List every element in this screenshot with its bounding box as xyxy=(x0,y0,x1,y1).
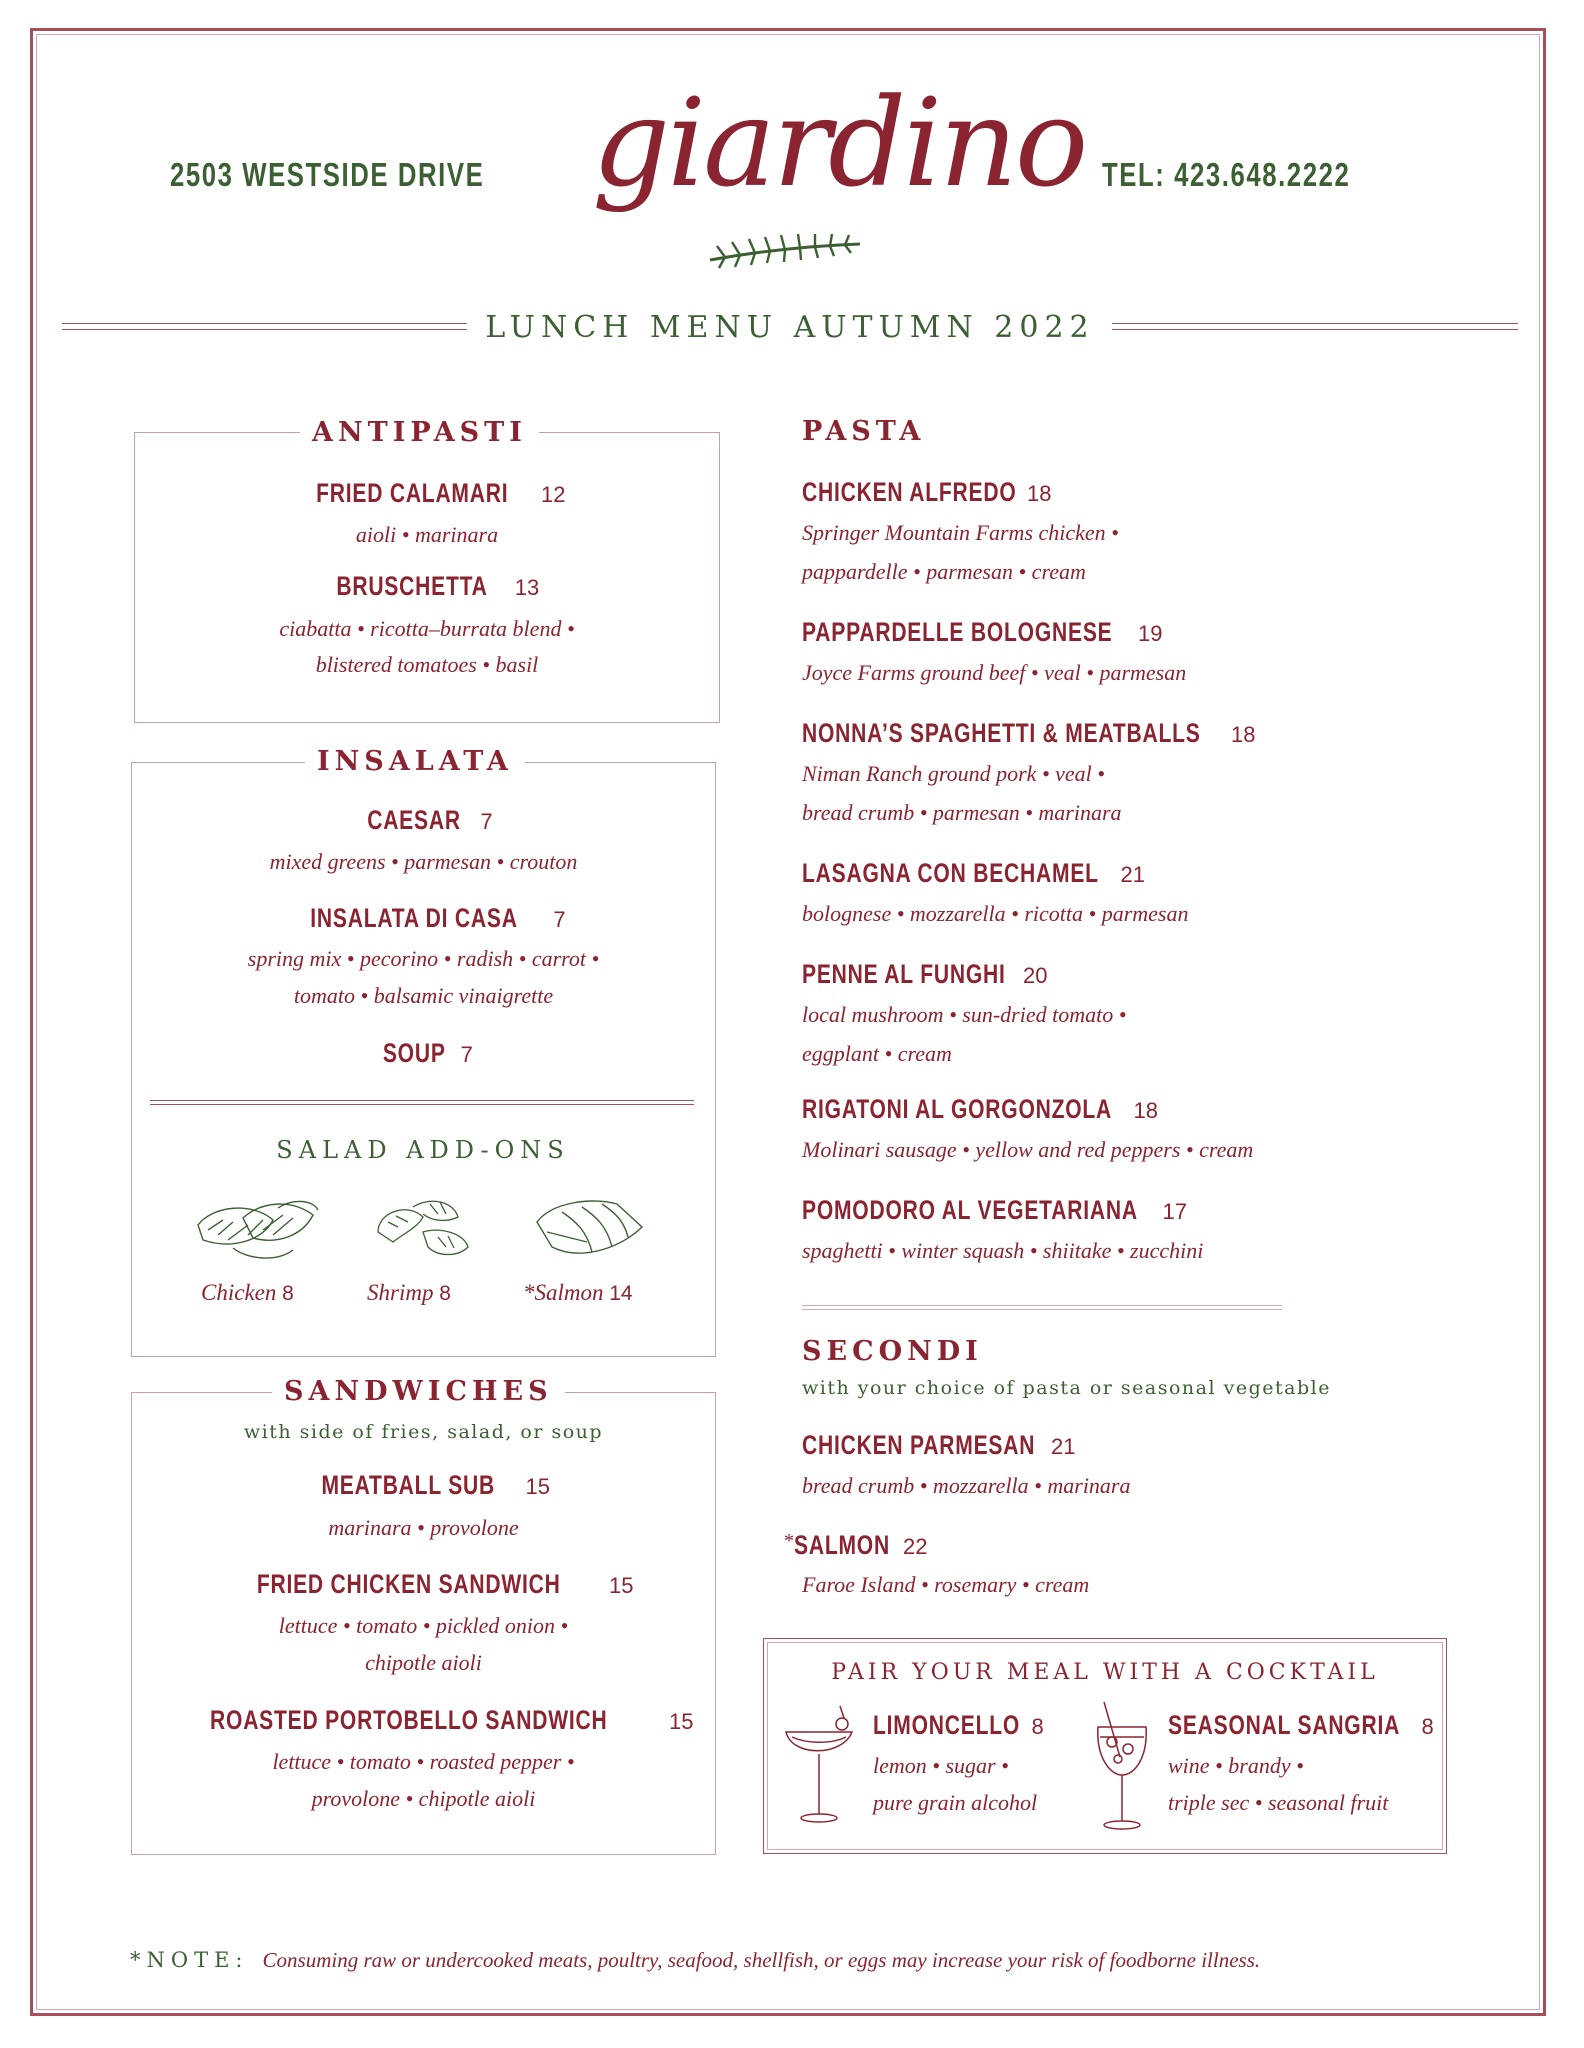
chicken-sketch-icon xyxy=(193,1190,323,1270)
menu-item-bruschetta: BRUSCHETTA 13 xyxy=(336,571,540,601)
menu-item-fried-calamari: FRIED CALAMARI 12 xyxy=(315,478,566,508)
logo-wordmark: giardino xyxy=(592,72,1086,214)
note-label: *NOTE: xyxy=(130,1948,249,1972)
menu-item-fried-chicken-sandwich: FRIED CHICKEN SANDWICH 15 xyxy=(256,1569,634,1599)
note-text: Consuming raw or undercooked meats, poultry, seafood, shellfish, or eggs may increase your risk of foodborne illness. xyxy=(262,1948,1261,1972)
menu-item-desc: local mushroom • sun-dried tomato • xyxy=(802,1002,1127,1027)
restaurant-address: 2503 WESTSIDE DRIVE xyxy=(170,156,485,193)
menu-item-desc: blistered tomatoes • basil xyxy=(315,652,539,677)
antipasti-title: ANTIPASTI xyxy=(300,417,539,448)
menu-item-soup: SOUP 7 xyxy=(382,1038,473,1068)
menu-item-desc: Molinari sausage • yellow and red peppers • cream xyxy=(802,1137,1254,1162)
wine-glass-icon xyxy=(1090,1697,1160,1837)
menu-item-rigatoni-al-gorgonzola: RIGATONI AL GORGONZOLA 18 xyxy=(802,1094,1158,1124)
menu-item-salmon: *SALMON 22 xyxy=(784,1530,928,1560)
menu-item-desc: wine • brandy • xyxy=(1168,1753,1304,1778)
salmon-sketch-icon xyxy=(532,1192,647,1267)
menu-item-desc: spaghetti • winter squash • shiitake • zucchini xyxy=(802,1238,1204,1263)
menu-item-desc: lemon • sugar • xyxy=(873,1753,1009,1778)
coupe-glass-icon xyxy=(782,1702,862,1832)
menu-item-lasagna-con-bechamel: LASAGNA CON BECHAMEL 21 xyxy=(802,858,1145,888)
menu-item-desc: aioli • marinara xyxy=(355,522,499,547)
secondi-title: SECONDI xyxy=(802,1336,983,1367)
menu-item-desc: marinara • provolone xyxy=(328,1515,519,1540)
menu-item-desc: eggplant • cream xyxy=(802,1041,952,1066)
restaurant-logo xyxy=(580,62,1086,282)
menu-item-insalata-di-casa: INSALATA DI CASA 7 xyxy=(310,903,566,933)
cocktail-seasonal-sangria: SEASONAL SANGRIA 8 xyxy=(1168,1710,1434,1740)
menu-item-desc: chipotle aioli xyxy=(365,1650,482,1675)
secondi-subtitle: with your choice of pasta or seasonal vegetable xyxy=(802,1377,1331,1399)
menu-item-desc: bread crumb • parmesan • marinara xyxy=(802,800,1122,825)
restaurant-phone: TEL: 423.648.2222 xyxy=(1102,156,1351,193)
addon-shrimp: Shrimp 8 xyxy=(367,1280,451,1305)
menu-item-caesar: CAESAR 7 xyxy=(367,805,493,835)
menu-item-desc: ciabatta • ricotta–burrata blend • xyxy=(279,616,575,641)
menu-item-chicken-alfredo: CHICKEN ALFREDO 18 xyxy=(802,477,1052,507)
shrimp-sketch-icon xyxy=(368,1192,478,1267)
menu-item-desc: lettuce • tomato • pickled onion • xyxy=(278,1613,569,1638)
rosemary-sprig-icon xyxy=(705,222,865,272)
menu-item-desc: lettuce • tomato • roasted pepper • xyxy=(272,1749,575,1774)
menu-item-pappardelle-bolognese: PAPPARDELLE BOLOGNESE 19 xyxy=(802,617,1163,647)
menu-item-pomodoro-al-vegetariana: POMODORO AL VEGETARIANA 17 xyxy=(802,1195,1188,1225)
addons-divider xyxy=(150,1100,694,1105)
menu-item-desc: provolone • chipotle aioli xyxy=(311,1786,536,1811)
insalata-title: INSALATA xyxy=(305,746,525,777)
secondi-divider xyxy=(802,1305,1282,1310)
menu-item-desc: bread crumb • mozzarella • marinara xyxy=(802,1473,1131,1498)
raw-warning-marker: * xyxy=(784,1530,794,1552)
foodborne-illness-note xyxy=(130,1948,1260,1973)
menu-item-desc: mixed greens • parmesan • crouton xyxy=(269,849,578,874)
menu-item-desc: pappardelle • parmesan • cream xyxy=(802,559,1086,584)
cocktail-title: PAIR YOUR MEAL WITH A COCKTAIL xyxy=(831,1660,1379,1685)
sandwiches-subtitle: with side of fries, salad, or soup xyxy=(243,1421,604,1443)
menu-item-meatball-sub: MEATBALL SUB 15 xyxy=(321,1470,550,1500)
menu-item-desc: spring mix • pecorino • radish • carrot • xyxy=(247,946,600,971)
banner-rule-right xyxy=(1112,323,1518,330)
pasta-title: PASTA xyxy=(802,416,926,447)
menu-item-chicken-parmesan: CHICKEN PARMESAN 21 xyxy=(802,1430,1076,1460)
menu-item-desc: triple sec • seasonal fruit xyxy=(1168,1790,1389,1815)
menu-item-desc: Niman Ranch ground pork • veal • xyxy=(802,761,1105,786)
menu-item-desc: pure grain alcohol xyxy=(873,1790,1038,1815)
menu-item-penne-al-funghi: PENNE AL FUNGHI 20 xyxy=(802,959,1048,989)
addon-salmon: *Salmon 14 xyxy=(523,1280,633,1305)
menu-item-desc: Springer Mountain Farms chicken • xyxy=(802,520,1119,545)
menu-item-roasted-portobello-sandwich: ROASTED PORTOBELLO SANDWICH 15 xyxy=(209,1705,694,1735)
cocktail-limoncello: LIMONCELLO 8 xyxy=(873,1710,1044,1740)
menu-banner: LUNCH MENU AUTUMN 2022 xyxy=(485,310,1095,345)
addon-chicken: Chicken 8 xyxy=(201,1280,294,1305)
banner-rule-left xyxy=(62,323,467,330)
salad-addons-title: SALAD ADD-ONS xyxy=(276,1136,570,1164)
menu-item-desc: tomato • balsamic vinaigrette xyxy=(293,983,554,1008)
menu-item-desc: Faroe Island • rosemary • cream xyxy=(802,1572,1090,1597)
menu-item-desc: Joyce Farms ground beef • veal • parmesan xyxy=(802,660,1187,685)
menu-item-desc: bolognese • mozzarella • ricotta • parmesan xyxy=(802,901,1189,926)
menu-item-nonnas-spaghetti-meatballs: NONNA’S SPAGHETTI & MEATBALLS 18 xyxy=(802,718,1256,748)
sandwiches-title: SANDWICHES xyxy=(272,1376,565,1407)
